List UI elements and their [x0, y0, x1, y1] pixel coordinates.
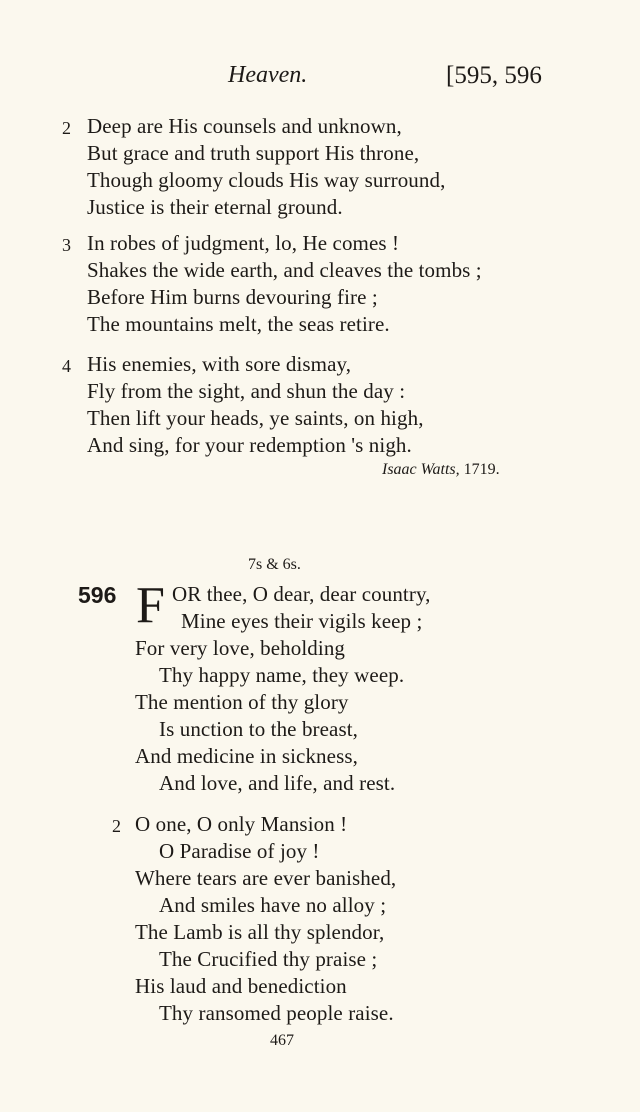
stanza-number: 4 [62, 356, 71, 376]
running-title: Heaven. [228, 62, 308, 88]
verse-line: Is unction to the breast, [159, 717, 359, 741]
verse-line: His laud and benediction [135, 974, 347, 998]
verse-line: O one, O only Mansion ! [135, 812, 348, 836]
meter-label: 7s & 6s. [248, 556, 301, 573]
hymn-range: [595, 596 [446, 62, 542, 89]
verse-line: Thy happy name, they weep. [159, 663, 405, 687]
verse-line: The Lamb is all thy splendor, [135, 920, 385, 944]
verse-line: Before Him burns devouring fire ; [87, 285, 378, 309]
verse-line: Then lift your heads, ye saints, on high, [87, 406, 424, 430]
stanza-number: 2 [112, 816, 121, 836]
verse-line: Justice is their eternal ground. [87, 195, 343, 219]
verse-line: Mine eyes their vigils keep ; [181, 609, 423, 633]
author-year: 1719. [463, 461, 500, 478]
verse-line: And sing, for your redemption 's nigh. [87, 433, 412, 457]
verse-line: Though gloomy clouds His way surround, [87, 168, 446, 192]
verse-line: The Crucified thy praise ; [159, 947, 378, 971]
verse-line: And smiles have no alloy ; [159, 893, 387, 917]
verse-line: Where tears are ever banished, [135, 866, 397, 890]
verse-line: Fly from the sight, and shun the day : [87, 379, 406, 403]
author-attribution [382, 461, 500, 479]
hymn-number: 596 [78, 582, 117, 608]
drop-cap: F [136, 577, 165, 634]
verse-line: And medicine in sickness, [135, 744, 358, 768]
verse-line: OR thee, O dear, dear country, [172, 582, 431, 606]
verse-line: The mountains melt, the seas retire. [87, 312, 390, 336]
page-number: 467 [270, 1032, 294, 1049]
stanza-number: 3 [62, 235, 71, 255]
verse-line: In robes of judgment, lo, He comes ! [87, 231, 400, 255]
verse-line: The mention of thy glory [135, 690, 349, 714]
verse-line: O Paradise of joy ! [159, 839, 320, 863]
verse-line: Deep are His counsels and unknown, [87, 114, 402, 138]
verse-line: His enemies, with sore dismay, [87, 352, 352, 376]
stanza-number: 2 [62, 118, 71, 138]
verse-line: And love, and life, and rest. [159, 771, 396, 795]
verse-line: Thy ransomed people raise. [159, 1001, 394, 1025]
author-name: Isaac Watts, [382, 461, 460, 478]
verse-line: But grace and truth support His throne, [87, 141, 420, 165]
verse-line: Shakes the wide earth, and cleaves the tombs ; [87, 258, 482, 282]
verse-line: For very love, beholding [135, 636, 346, 660]
